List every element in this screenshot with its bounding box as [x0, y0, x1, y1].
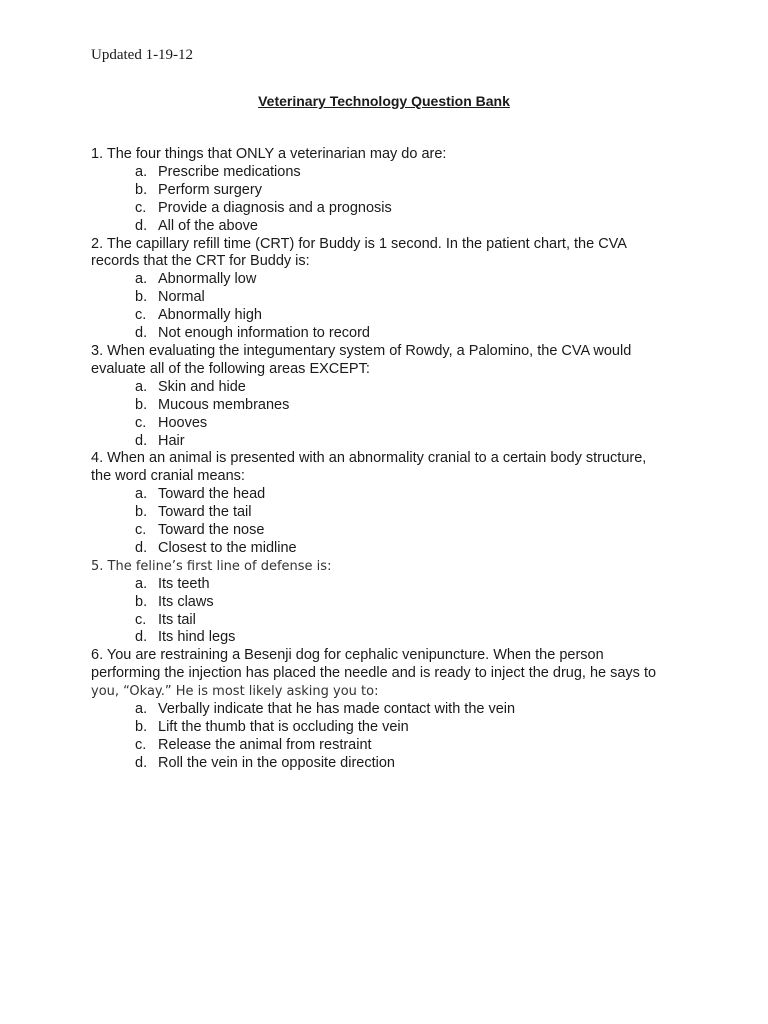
- option-text: Provide a diagnosis and a prognosis: [158, 199, 392, 216]
- option-text: Hooves: [158, 414, 208, 431]
- option-text: Release the animal from restraint: [158, 736, 372, 753]
- question-6: [91, 647, 691, 772]
- option-d: [91, 218, 691, 236]
- question-5: [91, 558, 691, 648]
- question-stem-line: 2. The capillary refill time (CRT) for Buddy is 1 second. In the patient chart, the CVA: [91, 235, 627, 252]
- option-list: [91, 164, 691, 236]
- option-text: Verbally indicate that he has made contact with the vein: [158, 701, 516, 718]
- option-a: [91, 271, 691, 289]
- option-text: Normal: [158, 289, 205, 306]
- option-letter: c.: [135, 307, 147, 324]
- option-letter: a.: [135, 575, 148, 592]
- option-letter: b.: [135, 396, 148, 413]
- option-b: [91, 182, 691, 200]
- option-letter: c.: [135, 199, 147, 216]
- option-text: Not enough information to record: [158, 325, 370, 342]
- option-letter: c.: [135, 736, 147, 753]
- option-d: [91, 629, 691, 647]
- option-letter: d.: [135, 432, 148, 449]
- option-text: Its hind legs: [158, 629, 236, 646]
- question-stem: [91, 647, 691, 701]
- option-text: Toward the nose: [158, 522, 265, 539]
- question-stem-line: the word cranial means:: [91, 468, 245, 485]
- option-letter: d.: [135, 325, 148, 342]
- option-c: [91, 522, 691, 540]
- option-text: Roll the vein in the opposite direction: [158, 754, 395, 771]
- question-1: [91, 146, 691, 236]
- option-d: [91, 433, 691, 451]
- question-stem-line: 6. You are restraining a Besenji dog for cephalic venipuncture. When the person: [91, 647, 604, 664]
- option-text: Prescribe medications: [158, 163, 301, 180]
- option-letter: a.: [135, 163, 148, 180]
- option-letter: c.: [135, 414, 147, 431]
- option-letter: c.: [135, 611, 147, 628]
- question-stem-line: you, “Okay.” He is most likely asking you to:: [91, 684, 379, 700]
- option-text: Its tail: [158, 611, 196, 628]
- option-letter: a.: [135, 378, 148, 395]
- option-letter: b.: [135, 289, 148, 306]
- option-letter: c.: [135, 522, 147, 539]
- option-text: Toward the head: [158, 486, 266, 503]
- question-list: [91, 146, 691, 773]
- question-stem: [91, 146, 691, 164]
- option-a: [91, 701, 691, 719]
- option-d: [91, 325, 691, 343]
- option-text: Lift the thumb that is occluding the vein: [158, 719, 409, 735]
- option-c: [91, 415, 691, 433]
- question-stem-line: records that the CRT for Buddy is:: [91, 253, 310, 270]
- option-letter: a.: [135, 271, 148, 288]
- option-b: [91, 719, 691, 737]
- option-list: [91, 486, 691, 558]
- updated-date: Updated 1-19-12: [91, 47, 194, 63]
- question-stem-line: evaluate all of the following areas EXCEPT:: [91, 360, 370, 377]
- question-stem-line: 5. The feline’s first line of defense is:: [91, 558, 332, 574]
- option-letter: a.: [135, 486, 148, 503]
- option-letter: a.: [135, 701, 148, 718]
- option-c: [91, 307, 691, 325]
- option-list: [91, 379, 691, 451]
- question-stem-line: 1. The four things that ONLY a veterinarian may do are:: [91, 146, 447, 162]
- option-b: [91, 504, 691, 522]
- option-d: [91, 755, 691, 773]
- question-3: [91, 343, 691, 450]
- option-text: Abnormally low: [158, 271, 257, 288]
- option-text: Hair: [158, 432, 185, 449]
- question-stem: [91, 450, 691, 486]
- option-text: Closest to the midline: [158, 539, 297, 556]
- option-letter: d.: [135, 754, 148, 771]
- option-list: [91, 271, 691, 343]
- option-list: [91, 701, 691, 773]
- option-d: [91, 540, 691, 558]
- option-letter: d.: [135, 629, 148, 646]
- option-text: Perform surgery: [158, 181, 262, 198]
- option-text: Its teeth: [158, 575, 210, 592]
- document-title: Veterinary Technology Question Bank: [258, 93, 510, 109]
- option-text: Its claws: [158, 593, 214, 610]
- option-text: Abnormally high: [158, 307, 262, 324]
- option-a: [91, 486, 691, 504]
- option-list: [91, 576, 691, 648]
- option-c: [91, 612, 691, 630]
- option-text: Toward the tail: [158, 504, 252, 521]
- question-4: [91, 450, 691, 557]
- option-letter: d.: [135, 539, 148, 556]
- option-letter: b.: [135, 593, 148, 610]
- question-stem: [91, 558, 691, 576]
- option-b: [91, 289, 691, 307]
- question-stem-line: 3. When evaluating the integumentary system of Rowdy, a Palomino, the CVA would: [91, 342, 632, 359]
- option-b: [91, 397, 691, 415]
- option-text: Skin and hide: [158, 378, 246, 395]
- option-c: [91, 737, 691, 755]
- question-stem-line: 4. When an animal is presented with an abnormality cranial to a certain body structure,: [91, 450, 647, 467]
- option-b: [91, 594, 691, 612]
- option-letter: d.: [135, 217, 148, 234]
- option-c: [91, 200, 691, 218]
- option-a: [91, 379, 691, 397]
- option-text: All of the above: [158, 217, 258, 234]
- option-letter: b.: [135, 504, 148, 521]
- option-letter: b.: [135, 719, 148, 735]
- question-stem: [91, 236, 691, 272]
- option-letter: b.: [135, 181, 148, 198]
- option-text: Mucous membranes: [158, 396, 290, 413]
- question-stem: [91, 343, 691, 379]
- question-2: [91, 236, 691, 343]
- option-a: [91, 164, 691, 182]
- question-stem-line: performing the injection has placed the needle and is ready to inject the drug, he says to: [91, 665, 657, 682]
- option-a: [91, 576, 691, 594]
